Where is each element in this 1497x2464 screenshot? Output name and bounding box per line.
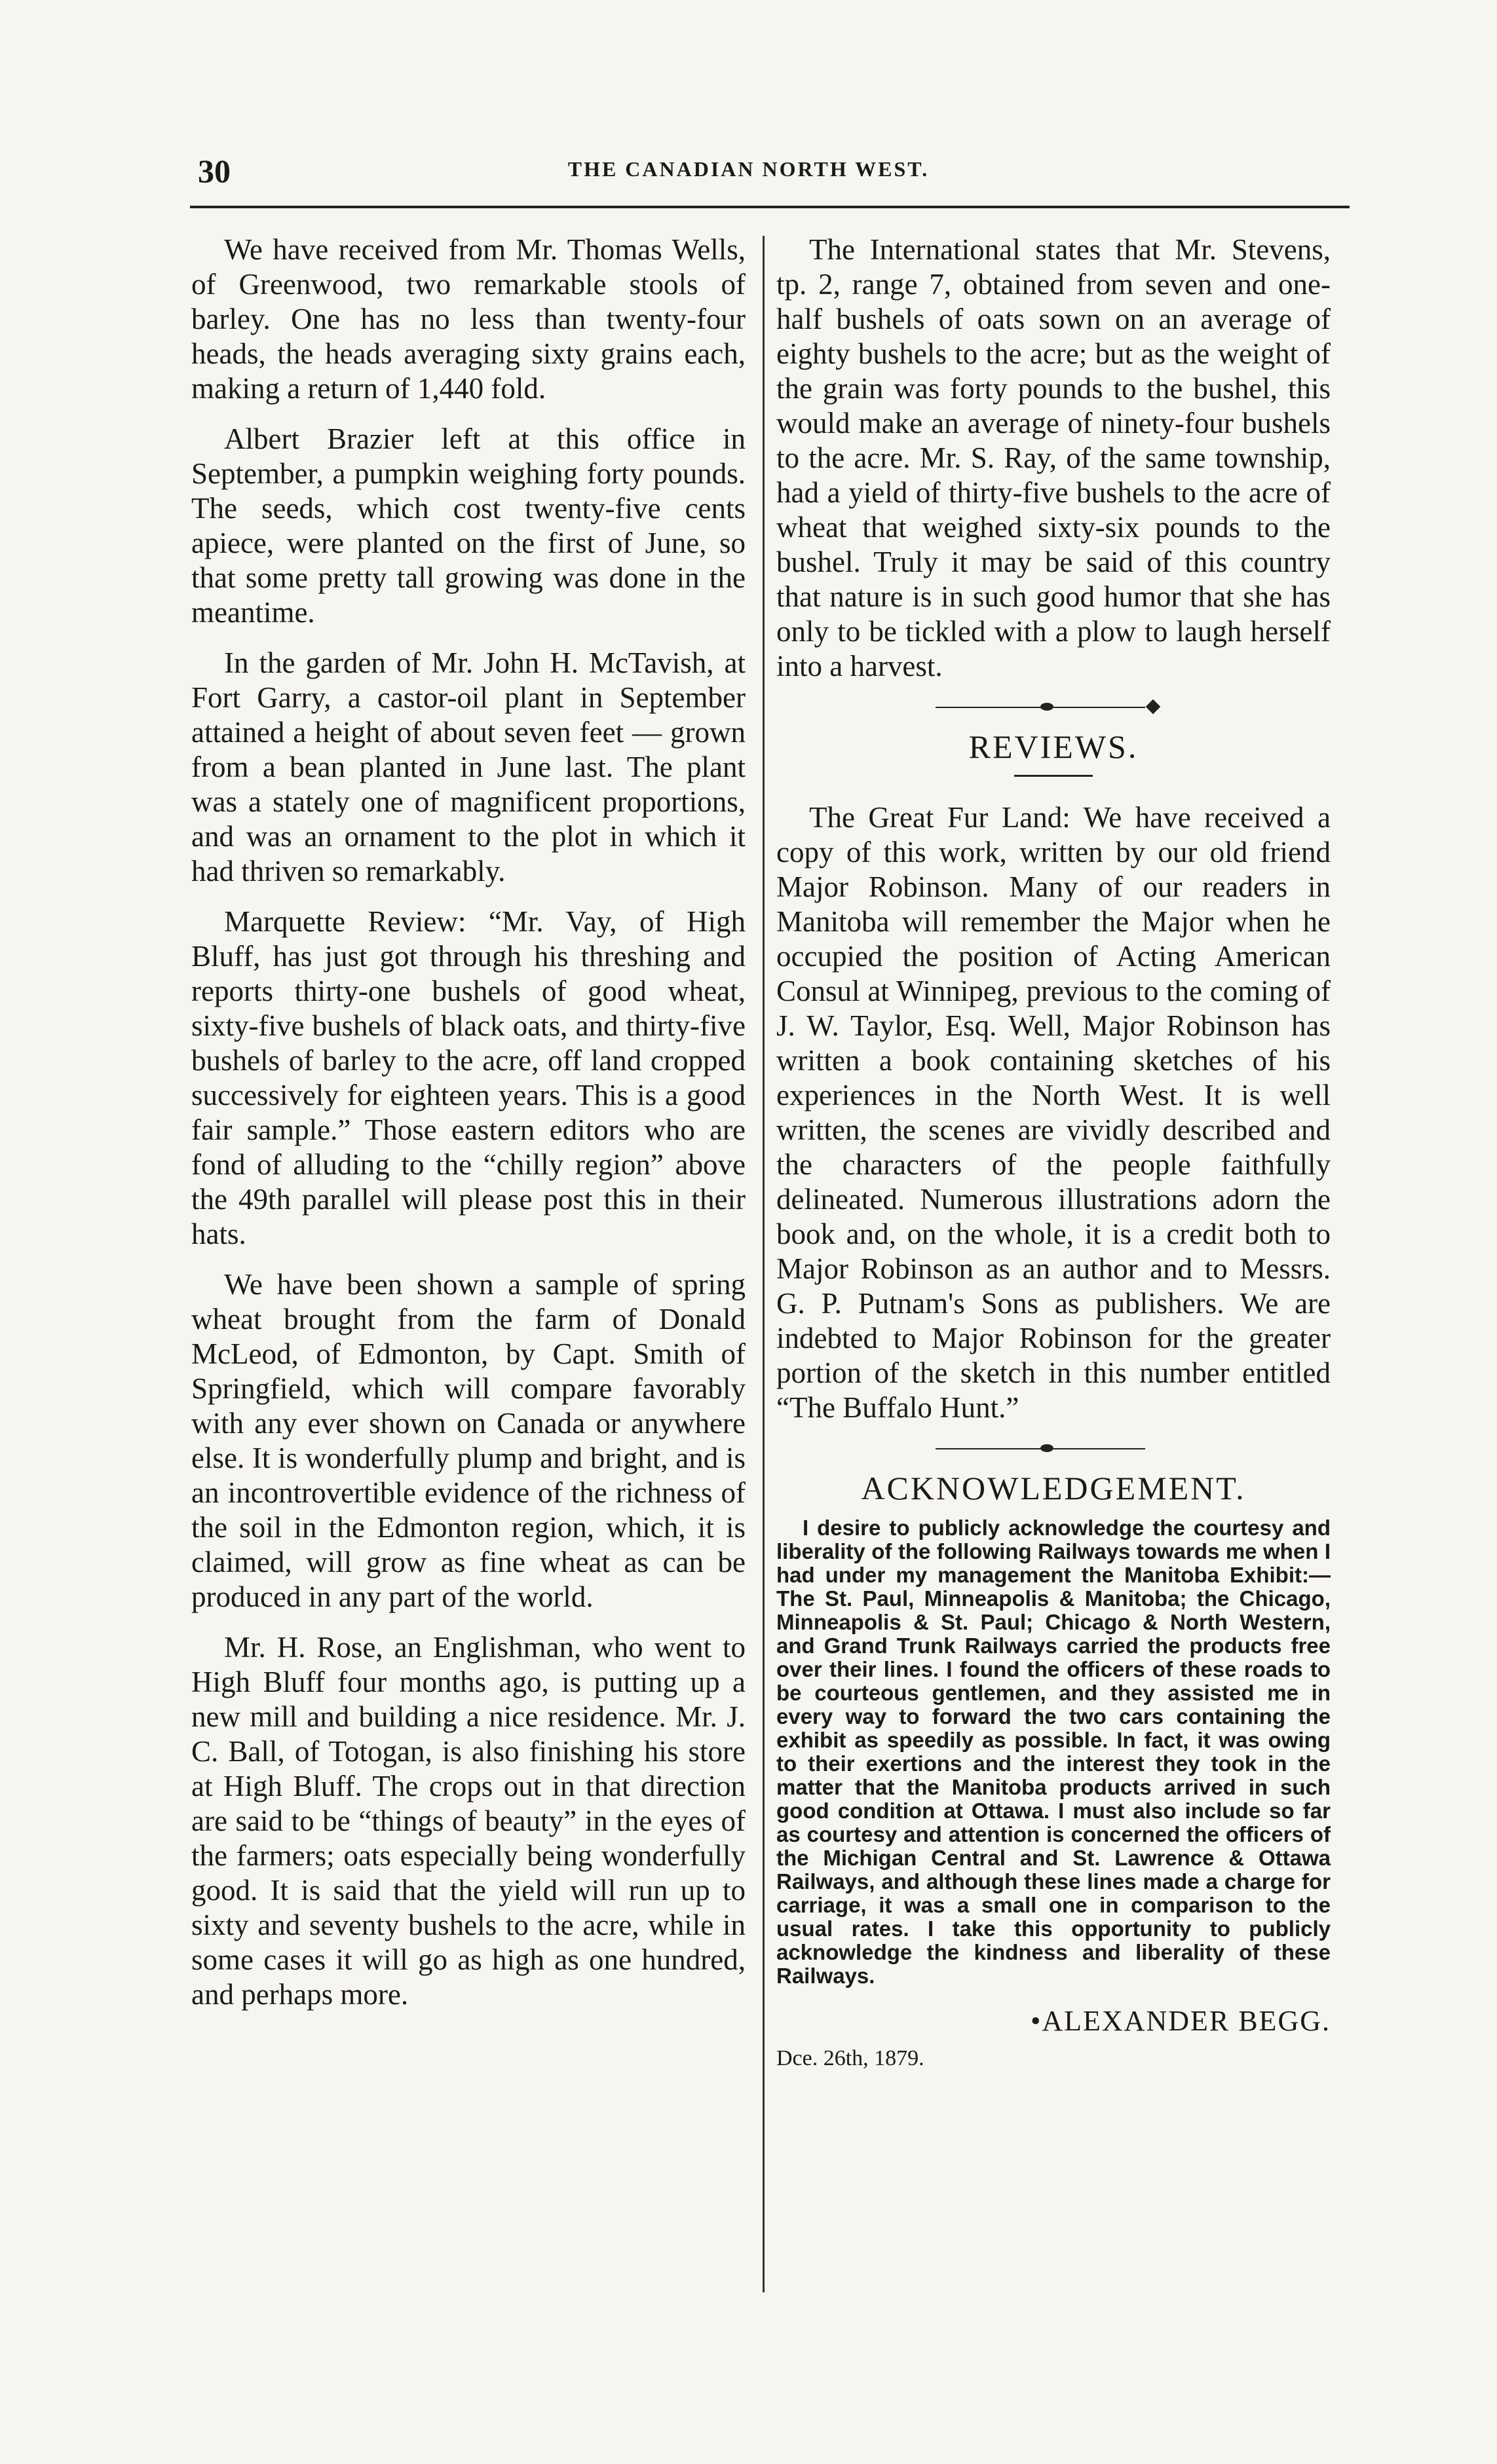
section-ornament bbox=[936, 700, 1171, 715]
paragraph-mctavish-castor-oil: In the garden of Mr. John H. McTavish, at Fort Garry, a castor-oil plant in September attained a height of about seven feet — grown from a bean planted in June last. The plant was a stately one of magnificent proportions, and was an ornament to the plot in which it had thriven so remarkably. bbox=[191, 646, 746, 887]
running-title: THE CANADIAN NORTH WEST. bbox=[567, 157, 930, 181]
page-number: 30 bbox=[198, 153, 231, 189]
paragraph-rose-mill: Mr. H. Rose, an Englishman, who went to High Bluff four months ago, is putting up a new mill and building a nice residence. Mr. J. C. Ball, of Totogan, is also finishing his store at High Bluff. The crops out in that direction are said to be “things of beauty” in the eyes of the farmers; oats especially being wonderfully good. It is said that the yield will run up to sixty and seventy bushels to the acre, while in some cases it will go as high as one hundred, and perhaps more. bbox=[191, 1631, 746, 2011]
left-column bbox=[191, 233, 746, 2028]
header-rule bbox=[190, 206, 1350, 208]
paragraph-brazier-pumpkin: Albert Brazier left at this office in September, a pumpkin weighing forty pounds. The seeds, which cost twenty-five cents apiece, were planted on the first of June, so that some pretty tall growing was done in the meantime. bbox=[191, 422, 746, 629]
date-line: Dce. 26th, 1879. bbox=[776, 2046, 924, 2070]
reviews-rule bbox=[1014, 775, 1093, 777]
acknowledgement-heading: ACKNOWLEDGEMENT. bbox=[861, 1470, 1246, 1506]
reviews-heading: REVIEWS. bbox=[968, 728, 1139, 765]
right-column bbox=[776, 233, 1331, 2076]
paragraph-acknowledgement: I desire to publicly acknowledge the courtesy and liberality of the following Railways towards me when I had under my management the Manitoba Exhibit:—The St. Paul, Minneapolis & Manitoba; the Chicago, Minneapolis & St. Paul; Chicago & North Western, and Grand Trunk Railways carried the products free over their lines. I found the officers of these roads to be courteous gentlemen, and they assisted me in every way to forward the two cars containing the exhibit as speedily as possible. In fact, it was owing to their exertions and the interest they took in the matter that the Manitoba products arrived in such good condition at Ottawa. I must also include so far as courtesy and attention is concerned the officers of the Michigan Central and St. Lawrence & Ottawa Railways, and although these lines made a charge for carriage, it was a small one in comparison to the usual rates. I take this opportunity to publicly acknowledge the kindness and liberality of these Railways. bbox=[776, 1516, 1331, 1988]
paragraph-marquette-review: Marquette Review: “Mr. Vay, of High Bluff, has just got through his threshing and reports thirty-one bushels of good wheat, sixty-five bushels of black oats, and thirty-five bushels of barley to the acre, off land cropped successively for eighteen years. This is a good fair sample.” Those eastern editors who are fond of alluding to the “chilly region” above the 49th parallel will please post this in their hats. bbox=[191, 905, 746, 1250]
paragraph-mcleod-wheat: We have been shown a sample of spring wheat brought from the farm of Donald McLeod, of Edmonton, by Capt. Smith of Springfield, which will compare favorably with any ever shown on Canada or anywhere else. It is wonderfully plump and bright, and is an incontrovertible evidence of the richness of the soil in the Edmonton region, which, it is claimed, will grow as fine wheat as can be produced in any part of the world. bbox=[191, 1268, 746, 1613]
column-divider bbox=[763, 236, 765, 2292]
paragraph-wells-barley: We have received from Mr. Thomas Wells, of Greenwood, two remarkable stools of barley. One has no less than twenty-four heads, the heads averaging sixty grains each, making a return of 1,440 fold. bbox=[191, 233, 746, 405]
signature: •ALEXANDER BEGG. bbox=[1030, 2005, 1331, 2037]
paragraph-great-fur-land-review: The Great Fur Land: We have received a copy of this work, written by our old friend Major Robinson. Many of our readers in Manitoba will remember the Major when he occupied the position of Acting American Consul at Winnipeg, previous to the coming of J. W. Taylor, Esq. Well, Major Robinson has written a book containing sketches of his experiences in the North West. It is well written, the scenes are vividly described and the characters of the people faithfully delineated. Numerous illustrations adorn the book and, on the whole, it is a credit both to Major Robinson as an author and to Messrs. G. P. Putnam's Sons as publishers. We are indebted to Major Robinson for the greater portion of the sketch in this number entitled “The Buffalo Hunt.” bbox=[776, 801, 1331, 1424]
paragraph-international: The International states that Mr. Stevens, tp. 2, range 7, obtained from seven and one-half bushels of oats sown on an average of eighty bushels to the acre; but as the weight of the grain was forty pounds to the bushel, this would make an average of ninety-four bushels to the acre. Mr. S. Ray, of the same township, had a yield of thirty-five bushels to the acre of wheat that weighed sixty-six pounds to the bushel. Truly it may be said of this country that nature is in such good humor that she has only to be tickled with a plow to laugh herself into a harvest. bbox=[776, 233, 1331, 682]
section-ornament bbox=[936, 1441, 1171, 1457]
